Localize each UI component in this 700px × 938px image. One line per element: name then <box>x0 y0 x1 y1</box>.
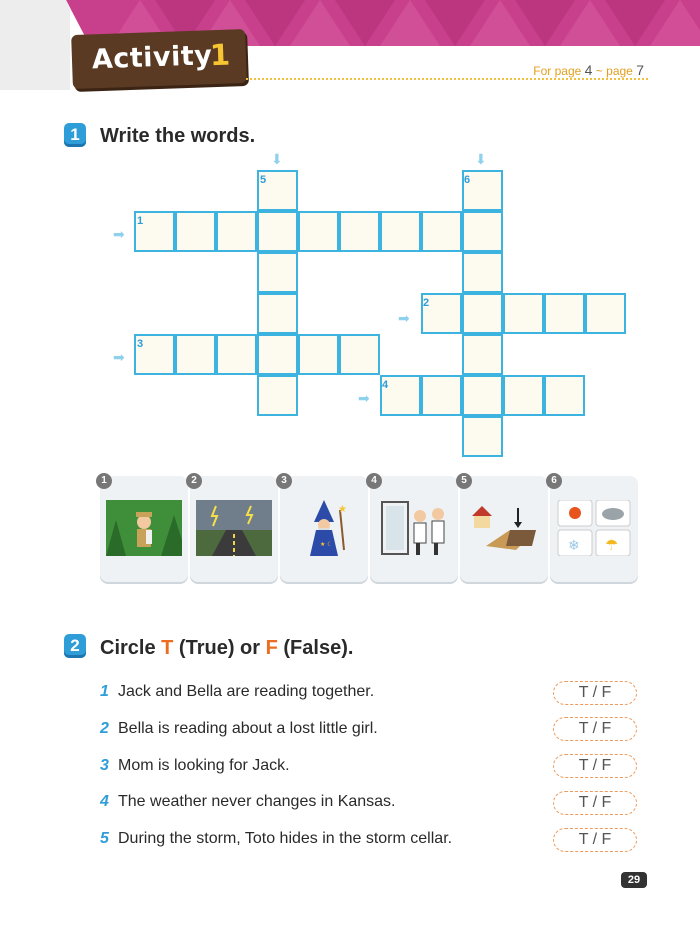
true-false-choice-2[interactable]: T / F <box>553 717 637 741</box>
crossword-cell[interactable] <box>257 252 298 293</box>
crossword-cell[interactable] <box>339 211 380 252</box>
crossword-cell[interactable] <box>462 252 503 293</box>
crossword-cell[interactable] <box>503 375 544 416</box>
picture-card-6: 6 ❄ ☂ <box>550 476 638 582</box>
crossword-cell[interactable] <box>421 375 462 416</box>
arrow-down-icon: ⬇ <box>271 151 283 167</box>
crossword-cell[interactable] <box>298 211 339 252</box>
storm-on-road-image <box>196 500 272 556</box>
crossword-cell[interactable] <box>544 293 585 334</box>
clue-number-3: 3 <box>137 338 144 350</box>
statement-3: 3 Mom is looking for Jack. <box>100 757 290 774</box>
activity-title: Activity <box>91 40 213 76</box>
clue-number-2: 2 <box>423 297 430 309</box>
men-at-door-image <box>376 500 452 556</box>
section-2-badge: 2 <box>64 634 86 658</box>
picture-card-1: 1 <box>100 476 188 582</box>
true-false-choice-3[interactable]: T / F <box>553 754 637 778</box>
crossword-cell[interactable] <box>585 293 626 334</box>
crossword-cell[interactable] <box>257 375 298 416</box>
header-dotted-line <box>246 78 648 80</box>
picture-card-4: 4 <box>370 476 458 582</box>
crossword-cell[interactable] <box>544 375 585 416</box>
statement-2: 2 Bella is reading about a lost little girl. <box>100 720 378 737</box>
clue-number-1: 1 <box>137 215 144 227</box>
svg-text:★: ★ <box>338 504 347 515</box>
crossword-cell[interactable] <box>462 416 503 457</box>
corner-shadow <box>0 0 70 90</box>
section-1-title: Write the words. <box>100 125 256 147</box>
picture-card-3: 3 ★ ★ ☾ <box>280 476 368 582</box>
section-2-title: Circle T (True) or F (False). <box>100 637 354 659</box>
statement-4: 4 The weather never changes in Kansas. <box>100 793 396 810</box>
svg-text:❄: ❄ <box>568 538 580 554</box>
crossword-cell[interactable] <box>257 293 298 334</box>
arrow-right-icon: ➡ <box>358 390 370 406</box>
crossword-cell[interactable] <box>257 334 298 375</box>
section-1-badge: 1 <box>64 123 86 147</box>
page-reference: For page 4 ~ page 7 <box>533 62 644 78</box>
crossword-cell[interactable] <box>462 293 503 334</box>
crossword-cell[interactable] <box>298 334 339 375</box>
crossword-cell[interactable] <box>380 211 421 252</box>
clue-number-5: 5 <box>260 174 267 186</box>
arrow-right-icon: ➡ <box>113 349 125 365</box>
crossword-cell[interactable] <box>503 293 544 334</box>
crossword-cell[interactable] <box>257 211 298 252</box>
picture-card-2: 2 <box>190 476 278 582</box>
weather-icons-image <box>556 500 632 556</box>
svg-text:★ ☾: ★ ☾ <box>320 541 333 548</box>
clue-number-6: 6 <box>464 174 471 186</box>
storm-cellar-image <box>466 500 542 556</box>
wizard-image <box>286 500 362 556</box>
arrow-right-icon: ➡ <box>113 226 125 242</box>
activity-title-board <box>71 29 247 89</box>
page-number: 29 <box>621 872 647 888</box>
crossword-cell[interactable] <box>462 211 503 252</box>
crossword-cell[interactable] <box>462 375 503 416</box>
crossword-cell[interactable] <box>421 211 462 252</box>
crossword-cell[interactable] <box>339 334 380 375</box>
crossword-cell[interactable] <box>175 334 216 375</box>
true-false-choice-4[interactable]: T / F <box>553 791 637 815</box>
svg-text:☂: ☂ <box>605 536 619 554</box>
crossword-cell[interactable] <box>462 334 503 375</box>
picture-card-5: 5 <box>460 476 548 582</box>
arrow-down-icon: ⬇ <box>475 151 487 167</box>
crossword-cell[interactable] <box>216 334 257 375</box>
statement-5: 5 During the storm, Toto hides in the storm cellar. <box>100 830 453 847</box>
true-false-choice-1[interactable]: T / F <box>553 681 637 705</box>
crossword-cell[interactable] <box>175 211 216 252</box>
explorer-in-jungle-image <box>106 500 182 556</box>
crossword-cell[interactable] <box>216 211 257 252</box>
picture-strip <box>100 476 638 582</box>
true-false-choice-5[interactable]: T / F <box>553 828 637 852</box>
clue-number-4: 4 <box>382 379 389 391</box>
statement-1: 1 Jack and Bella are reading together. <box>100 683 375 700</box>
arrow-right-icon: ➡ <box>398 310 410 326</box>
activity-number: 1 <box>209 37 231 73</box>
